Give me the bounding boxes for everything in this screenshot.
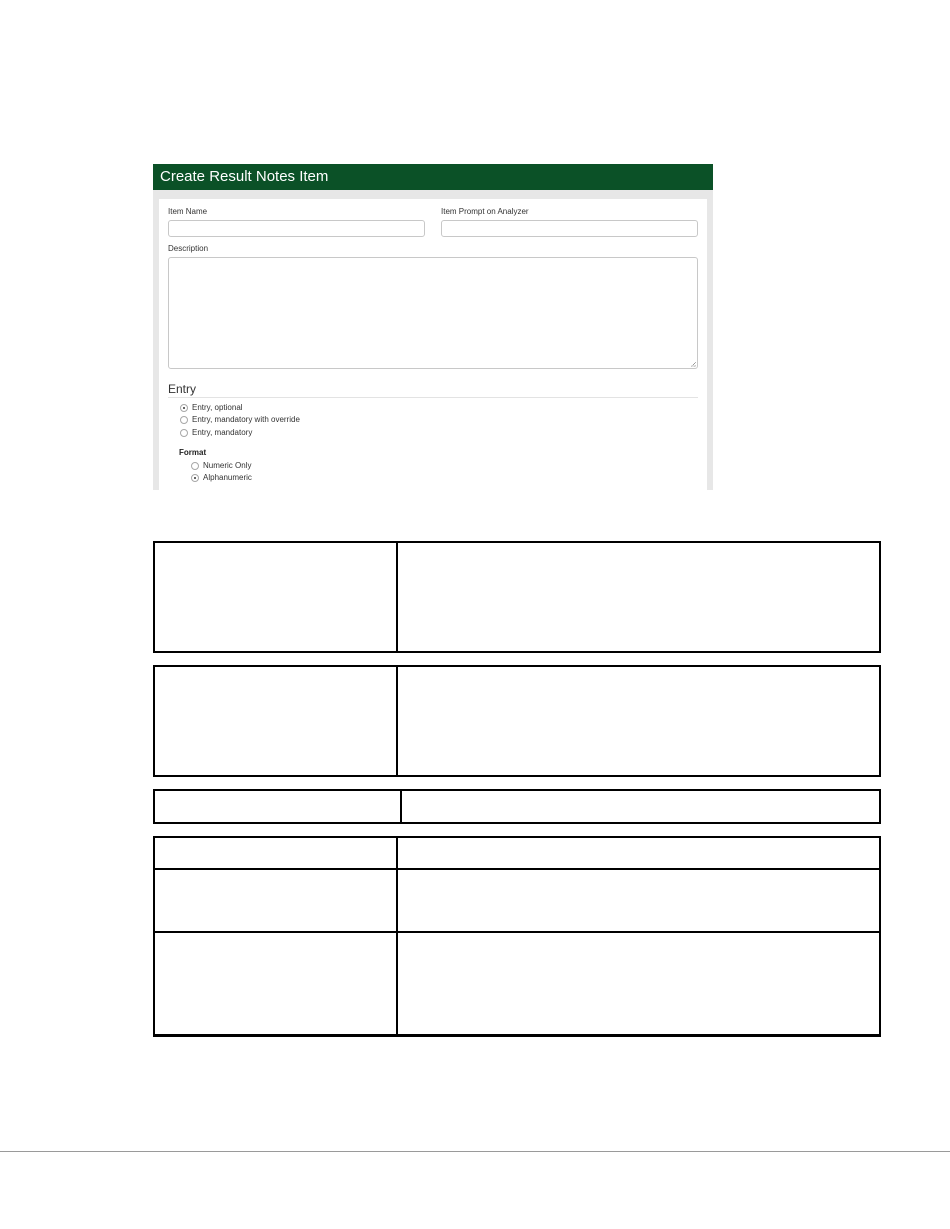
entry-section-title: Entry: [168, 382, 197, 396]
resize-grip-icon[interactable]: [691, 362, 696, 367]
item-prompt-label: Item Prompt on Analyzer: [441, 207, 529, 216]
table-cell: [397, 932, 880, 1035]
description-label: Description: [168, 244, 209, 253]
table-cell: [397, 542, 880, 652]
entry-mandatory-override-radio[interactable]: [180, 415, 300, 424]
format-numeric-radio[interactable]: [191, 461, 251, 470]
description-textarea[interactable]: [168, 257, 698, 369]
item-name-input[interactable]: [168, 220, 425, 237]
radio-label: Entry, mandatory: [192, 428, 253, 437]
table-cell: [154, 790, 401, 823]
table-1: [153, 541, 881, 653]
table-row: [154, 932, 880, 1035]
entry-optional-radio[interactable]: [180, 403, 243, 412]
table-4: [153, 836, 881, 1037]
radio-selected-icon[interactable]: [180, 404, 188, 412]
create-result-notes-item-screenshot: [153, 164, 713, 490]
divider: [168, 397, 698, 398]
table-cell: [397, 837, 880, 869]
entry-mandatory-radio[interactable]: [180, 428, 252, 437]
table-cell: [397, 869, 880, 932]
table-cell: [154, 932, 397, 1035]
item-prompt-input[interactable]: [441, 220, 698, 237]
page-footer-rule: [0, 1151, 950, 1152]
table-row: [154, 542, 880, 652]
radio-selected-icon[interactable]: [191, 474, 199, 482]
radio-label: Alphanumeric: [203, 473, 252, 482]
table-cell: [154, 666, 397, 776]
radio-unselected-icon[interactable]: [191, 462, 199, 470]
table-cell: [401, 790, 880, 823]
format-alphanumeric-radio[interactable]: [191, 473, 252, 482]
form-panel: [159, 199, 707, 490]
radio-label: Entry, optional: [192, 403, 243, 412]
table-cell: [154, 869, 397, 932]
table-3: [153, 789, 881, 824]
table-row: [154, 869, 880, 932]
radio-unselected-icon[interactable]: [180, 416, 188, 424]
dialog-title: Create Result Notes Item: [153, 164, 713, 190]
table-cell: [154, 542, 397, 652]
table-row: [154, 837, 880, 869]
radio-label: Entry, mandatory with override: [192, 415, 300, 424]
format-title: Format: [179, 448, 207, 457]
table-row: [154, 790, 880, 823]
item-name-label: Item Name: [168, 207, 208, 216]
radio-unselected-icon[interactable]: [180, 429, 188, 437]
table-2: [153, 665, 881, 777]
table-cell: [397, 666, 880, 776]
radio-label: Numeric Only: [203, 461, 252, 470]
table-row: [154, 666, 880, 776]
table-cell: [154, 837, 397, 869]
